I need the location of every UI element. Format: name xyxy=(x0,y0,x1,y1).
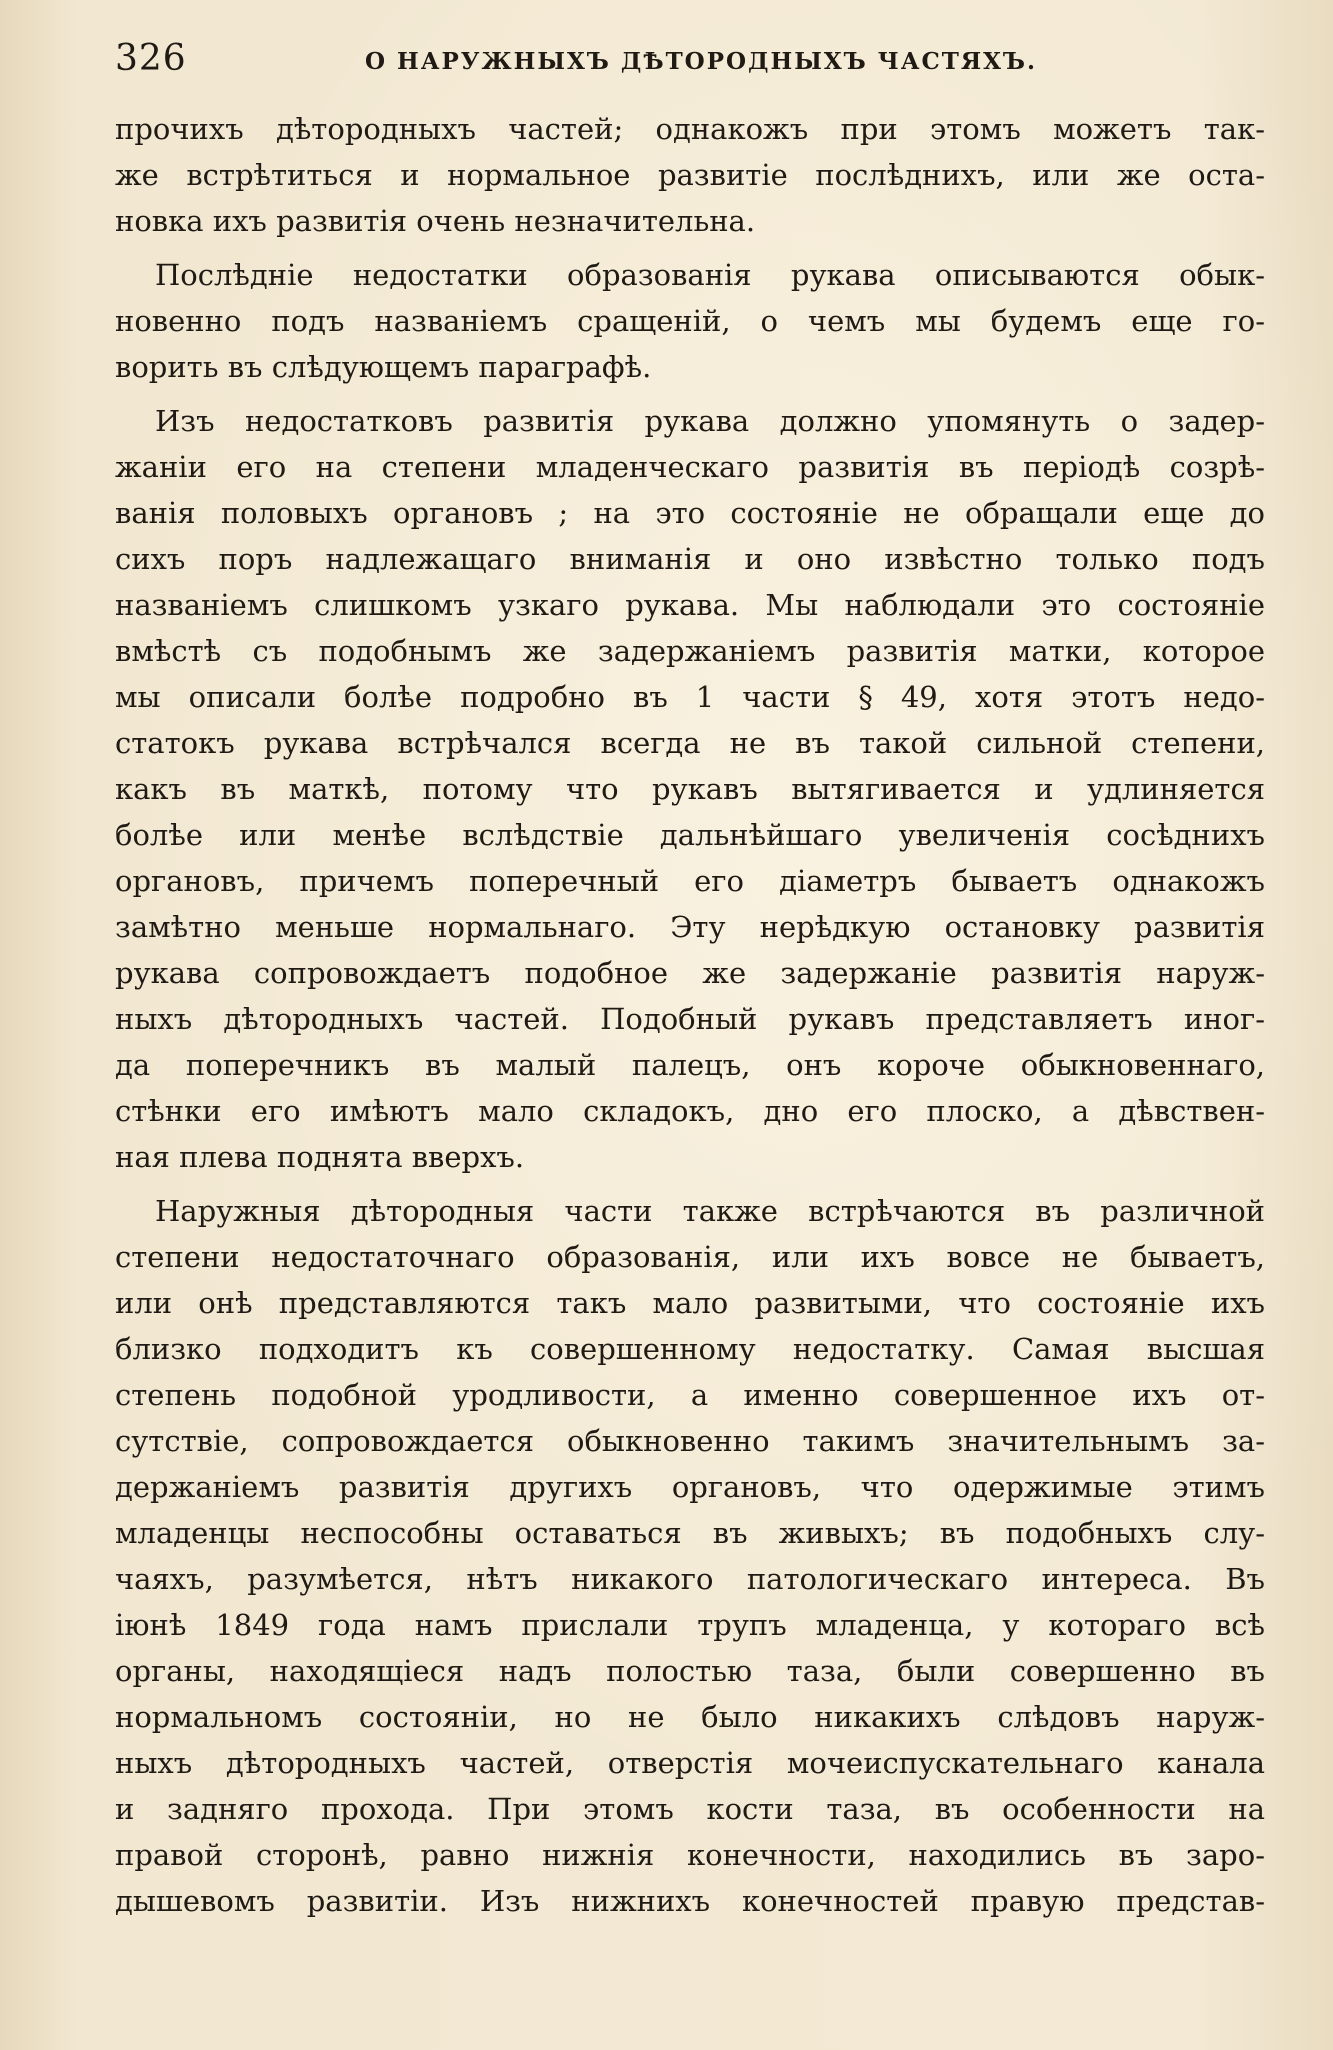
text-line: ныхъ дѣтородныхъ частей. Подобный рукавъ представляетъ иног- xyxy=(115,1002,1265,1036)
text-line: новка ихъ развитія очень незначительна. xyxy=(115,204,756,238)
text-line: жаніи его на степени младенческаго развитія въ періодѣ созрѣ- xyxy=(115,450,1265,484)
text-line: мы описали болѣе подробно въ 1 части § 49, хотя этотъ недо- xyxy=(115,680,1265,714)
text-line: младенцы неспособны оставаться въ живыхъ; въ подобныхъ слу- xyxy=(115,1516,1265,1550)
text-line: рукава сопровождаетъ подобное же задержаніе развитія наруж- xyxy=(115,956,1265,990)
text-line: прочихъ дѣтородныхъ частей; однакожъ при этомъ можетъ так- xyxy=(115,112,1265,146)
text-line: новенно подъ названіемъ сращеній, о чемъ мы будемъ еще го- xyxy=(115,304,1265,338)
running-title: О НАРУЖНЫХЪ ДѢТОРОДНЫХЪ ЧАСТЯХЪ. xyxy=(365,48,1038,75)
text-line: же встрѣтиться и нормальное развитіе послѣднихъ, или же оста- xyxy=(115,158,1265,192)
text-line: стѣнки его имѣютъ мало складокъ, дно его плоско, а дѣвствен- xyxy=(115,1094,1265,1128)
text-line: какъ въ маткѣ, потому что рукавъ вытягивается и удлиняется xyxy=(115,772,1265,806)
text-line: ныхъ дѣтородныхъ частей, отверстія мочеиспускательнаго канала xyxy=(115,1746,1265,1780)
text-line: ворить въ слѣдующемъ параграфѣ. xyxy=(115,350,652,384)
text-line: Изъ недостатковъ развитія рукава должно упомянуть о задер- xyxy=(155,404,1265,438)
text-line: да поперечникъ въ малый палецъ, онъ короче обыкновеннаго, xyxy=(115,1048,1265,1082)
text-line: замѣтно меньше нормальнаго. Эту нерѣдкую остановку развитія xyxy=(115,910,1265,944)
text-line: Наружныя дѣтородныя части также встрѣчаются въ различной xyxy=(155,1194,1265,1228)
paragraph xyxy=(115,398,1265,1180)
text-line: статокъ рукава встрѣчался всегда не въ такой сильной степени, xyxy=(115,726,1265,760)
text-line: сихъ поръ надлежащаго вниманія и оно извѣстно только подъ xyxy=(115,542,1265,576)
text-line: и задняго прохода. При этомъ кости таза, въ особенности на xyxy=(115,1792,1265,1826)
paragraph xyxy=(115,1188,1265,1924)
text-line: нормальномъ состояніи, но не было никакихъ слѣдовъ наруж- xyxy=(115,1700,1265,1734)
text-line: правой сторонѣ, равно нижнія конечности, находились въ заро- xyxy=(115,1838,1265,1872)
paragraph xyxy=(115,252,1265,390)
text-line: Послѣдніе недостатки образованія рукава описываются обык- xyxy=(155,258,1265,292)
text-line: чаяхъ, разумѣется, нѣтъ никакого патологическаго интереса. Въ xyxy=(115,1562,1265,1596)
page-number: 326 xyxy=(115,38,187,79)
page-header xyxy=(115,38,1265,82)
text-line: названіемъ слишкомъ узкаго рукава. Мы наблюдали это состояніе xyxy=(115,588,1265,622)
text-line: степень подобной уродливости, а именно совершенное ихъ от- xyxy=(115,1378,1265,1412)
text-line: дышевомъ развитіи. Изъ нижнихъ конечностей правую представ- xyxy=(115,1884,1265,1918)
text-line: степени недостаточнаго образованія, или ихъ вовсе не бываетъ, xyxy=(115,1240,1265,1274)
text-line: органовъ, причемъ поперечный его діаметръ бываетъ однакожъ xyxy=(115,864,1265,898)
text-line: вмѣстѣ съ подобнымъ же задержаніемъ развитія матки, которое xyxy=(115,634,1265,668)
text-line: держаніемъ развитія другихъ органовъ, что одержимые этимъ xyxy=(115,1470,1265,1504)
body-text xyxy=(115,106,1265,1924)
text-line: сутствіе, сопровождается обыкновенно такимъ значительнымъ за- xyxy=(115,1424,1265,1458)
text-line: ванія половыхъ органовъ ; на это состояніе не обращали еще до xyxy=(115,496,1265,530)
text-line: органы, находящіеся надъ полостью таза, были совершенно въ xyxy=(115,1654,1265,1688)
paragraph xyxy=(115,106,1265,244)
text-line: іюнѣ 1849 года намъ прислали трупъ младенца, у котораго всѣ xyxy=(115,1608,1265,1642)
text-line: или онѣ представляются такъ мало развитыми, что состояніе ихъ xyxy=(115,1286,1265,1320)
text-line: близко подходитъ къ совершенному недостатку. Самая высшая xyxy=(115,1332,1265,1366)
text-line: болѣе или менѣе вслѣдствіе дальнѣйшаго увеличенія сосѣднихъ xyxy=(115,818,1265,852)
text-line: ная плева поднята вверхъ. xyxy=(115,1140,525,1174)
